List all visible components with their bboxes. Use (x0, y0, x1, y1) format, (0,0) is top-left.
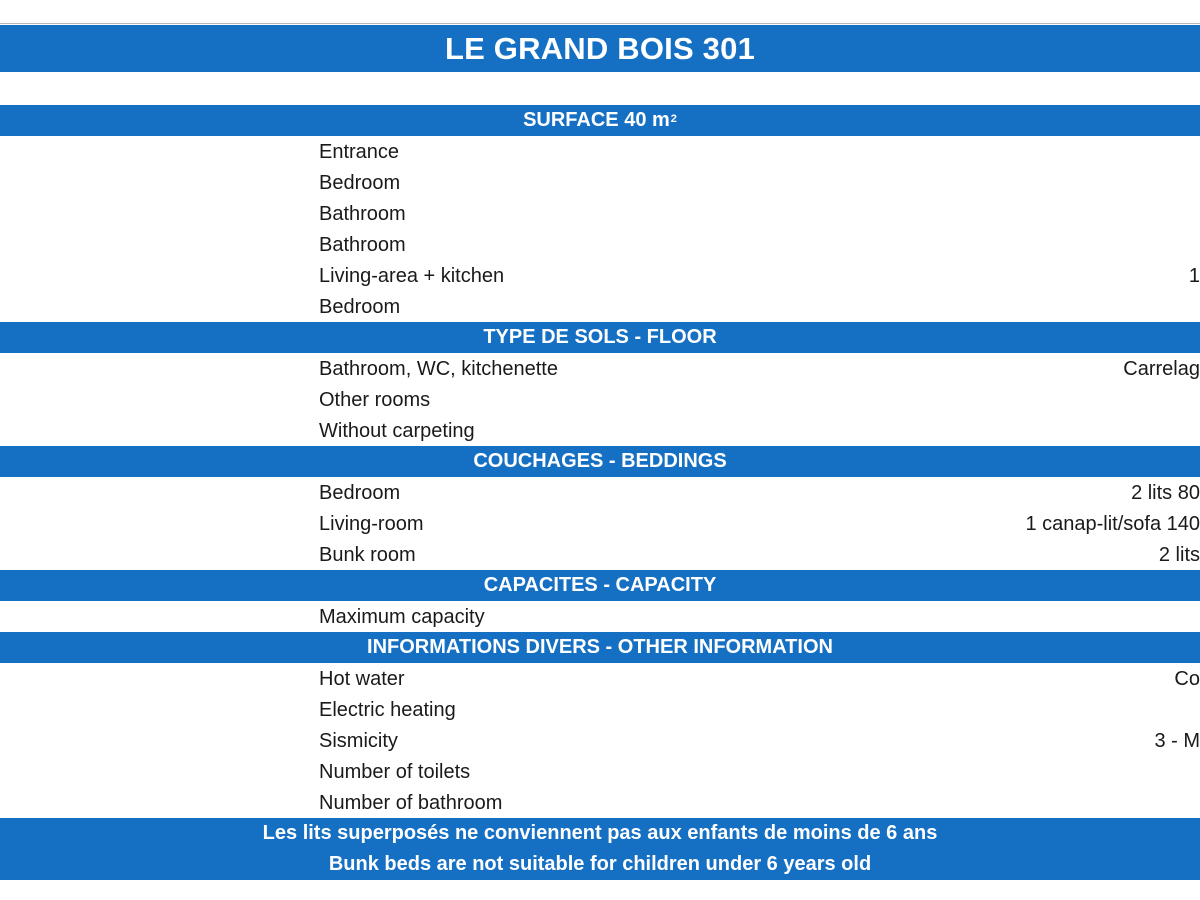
section-header (0, 105, 1200, 136)
table-row (0, 136, 1200, 167)
section-header-label: INFORMATIONS DIVERS - OTHER INFORMATION (367, 636, 833, 658)
value-cell: 1 canap-lit/sofa 140 (1025, 513, 1200, 535)
table-row (0, 601, 1200, 632)
english-label: Hot water (319, 668, 405, 690)
page-title: LE GRAND BOIS 301 (0, 25, 1200, 72)
english-label: Living-area + kitchen (319, 265, 505, 287)
english-label: Number of bathroom (319, 792, 503, 814)
section-header-label: COUCHAGES - BEDDINGS (473, 450, 727, 472)
table-row (0, 787, 1200, 818)
english-label: Bedroom (319, 296, 401, 318)
table-row (0, 260, 1200, 291)
footer-notice-line1: Les lits superposés ne conviennent pas aux enfants de moins de 6 ans (262, 822, 938, 844)
table-row (0, 415, 1200, 446)
value-cell: 2 lits 80 (1131, 482, 1200, 504)
table-row (0, 477, 1200, 508)
table-row (0, 694, 1200, 725)
value-cell: 3 - M (1154, 730, 1200, 752)
value-cell: 1 (1188, 265, 1200, 287)
value-cell: Carrelag (1123, 358, 1200, 380)
english-label: Sismicity (319, 730, 398, 752)
value-cell: 2 lits (1158, 544, 1200, 566)
section-header (0, 632, 1200, 663)
english-label: Other rooms (319, 389, 431, 411)
english-label: Bathroom (319, 234, 406, 256)
section-header-label: TYPE DE SOLS - FLOOR (483, 326, 717, 348)
top-border-line (0, 23, 1200, 24)
table-row (0, 198, 1200, 229)
section-header (0, 570, 1200, 601)
table-row (0, 167, 1200, 198)
english-label: Bunk room (319, 544, 416, 566)
english-label: Entrance (319, 141, 400, 163)
english-label: Bathroom (319, 203, 406, 225)
english-label: Maximum capacity (319, 606, 485, 628)
section-header (0, 446, 1200, 477)
value-cell: Co (1174, 668, 1200, 690)
section-header-label: SURFACE 40 m (523, 109, 670, 131)
property-sheet (0, 105, 1200, 880)
table-row (0, 384, 1200, 415)
section-header-superscript: 2 (670, 112, 677, 125)
table-row (0, 539, 1200, 570)
english-label: Bedroom (319, 172, 401, 194)
english-label: Electric heating (319, 699, 456, 721)
footer-notice-line2: Bunk beds are not suitable for children under 6 years old (328, 853, 872, 875)
english-label: Bedroom (319, 482, 401, 504)
table-row (0, 508, 1200, 539)
footer-notice (0, 818, 1200, 880)
section-header-label: CAPACITES - CAPACITY (483, 574, 717, 596)
english-label: Without carpeting (319, 420, 475, 442)
table-row (0, 229, 1200, 260)
table-row (0, 353, 1200, 384)
section-header (0, 322, 1200, 353)
english-label: Living-room (319, 513, 424, 535)
table-row (0, 291, 1200, 322)
table-row (0, 756, 1200, 787)
table-row (0, 725, 1200, 756)
english-label: Bathroom, WC, kitchenette (319, 358, 558, 380)
table-row (0, 663, 1200, 694)
english-label: Number of toilets (319, 761, 471, 783)
